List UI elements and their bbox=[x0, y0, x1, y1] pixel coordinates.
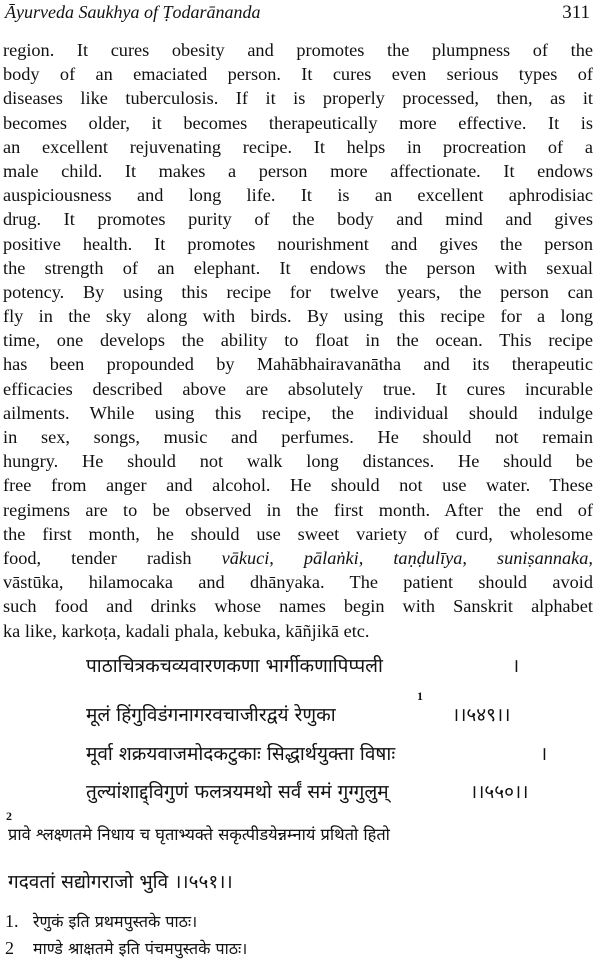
verse-text: प्रावे श्लक्ष्णतमे निधाय च घृताभ्यक्ते सकृत्पीडयेन्नम्नायं प्रथितो हितो bbox=[8, 825, 390, 844]
prose-line bbox=[3, 546, 593, 570]
verse-danda: । bbox=[540, 743, 548, 765]
prose-line: the first month, he should use sweet variety of curd, wholesome bbox=[3, 523, 593, 544]
footnote-marker: 1 bbox=[417, 689, 423, 703]
prose-line: body of an emaciated person. It cures even serious types of bbox=[3, 64, 593, 85]
prose-line: free from anger and alcohol. He should not use water. These bbox=[3, 475, 593, 496]
prose-line: ka like, karkoṭa, kadali phala, kebuka, kāñjikā etc. bbox=[3, 620, 370, 641]
footnote-text: रेणुकं इति प्रथमपुस्तके पाठः। bbox=[33, 912, 198, 931]
verse-line bbox=[86, 652, 383, 678]
prose-line: efficacies described above are absolutely true. It cures incurable bbox=[3, 378, 593, 399]
prose-line: ailments. While using this recipe, the individual should indulge bbox=[3, 402, 593, 423]
footnote-number: 2 bbox=[5, 938, 14, 958]
verse-line bbox=[86, 778, 389, 804]
running-header bbox=[5, 2, 590, 28]
verse-text: पाठाचित्रकचव्यवारणकणा भार्गीकणापिप्पली bbox=[86, 655, 383, 677]
prose-line: such food and drinks whose names begin with Sanskrit alphabet bbox=[3, 596, 593, 617]
prose-line: potency. By using this recipe for twelve years, the person can bbox=[3, 281, 593, 302]
prose-line: diseases like tuberculosis. If it is properly processed, then, as it bbox=[3, 88, 593, 109]
prose-line: in sex, songs, music and perfumes. He should not remain bbox=[3, 427, 593, 447]
prose-line: region. It cures obesity and promotes the plumpness of the bbox=[3, 40, 593, 60]
prose-line: becomes older, it becomes therapeutically more effective. It is bbox=[3, 112, 593, 133]
page-number: 311 bbox=[562, 2, 590, 23]
verse-text: गदवतां सद्योगराजो भुवि ।।५५१।। bbox=[8, 871, 233, 893]
verse-danda: । bbox=[512, 655, 520, 677]
verse-line bbox=[8, 822, 390, 845]
prose-line: regimens are to be observed in the first month. After the end of bbox=[3, 499, 593, 520]
prose-line: time, one develops the ability to float in the ocean. This recipe bbox=[3, 330, 593, 351]
prose-line: an excellent rejuvenating recipe. It helps in procreation of a bbox=[3, 136, 593, 157]
prose-line-start: food, tender radish bbox=[3, 547, 222, 568]
footnote-number: 1. bbox=[5, 911, 19, 931]
footnote bbox=[5, 937, 247, 959]
footnote bbox=[5, 910, 197, 932]
footnote-text: माण्डे श्राक्षतमे इति पंचमपुस्तके पाठः। bbox=[33, 939, 248, 958]
verse-line bbox=[8, 868, 233, 894]
prose-line: has been propounded by Mahābhairavanātha and its therapeutic bbox=[3, 354, 593, 375]
verse-line bbox=[86, 701, 336, 727]
verse-text: तुल्यांशाद्द्विगुणं फलत्रयमथो सर्वं समं गुग्गुलुम् bbox=[86, 781, 389, 803]
prose-line: hungry. He should not walk long distances. He should be bbox=[3, 451, 593, 472]
herb-names-italic: vākuci, pālaṅki, taṇḍulīya, suniṣannaka, bbox=[221, 547, 593, 568]
prose-paragraph bbox=[3, 38, 593, 643]
running-title: Āyurveda Saukhya of Ṭodarānanda bbox=[5, 2, 261, 22]
prose-line: male child. It makes a person more affectionate. It endows bbox=[3, 160, 593, 181]
verse-number: ।।५४९।। bbox=[452, 704, 511, 726]
footnote-marker: 2 bbox=[6, 809, 12, 823]
prose-line: vāstūka, hilamocaka and dhānyaka. The patient should avoid bbox=[3, 572, 593, 593]
verse-text: मूर्वा शक्रयवाजमोदकटुकाः सिद्धार्थयुक्ता विषाः bbox=[86, 743, 396, 765]
verse-line bbox=[86, 740, 395, 766]
verse-text: मूलं हिंगुविडंगनागरवचाजीरद्वयं रेणुका bbox=[86, 704, 336, 726]
prose-line: the strength of an elephant. It endows the person with sexual bbox=[3, 257, 593, 278]
verse-number: ।।५५०।। bbox=[470, 781, 529, 803]
prose-line: drug. It promotes purity of the body and mind and gives bbox=[3, 209, 593, 230]
prose-line: auspiciousness and long life. It is an excellent aphrodisiac bbox=[3, 185, 593, 206]
prose-line: positive health. It promotes nourishment and gives the person bbox=[3, 233, 593, 254]
prose-line: fly in the sky along with birds. By using this recipe for a long bbox=[3, 306, 593, 327]
